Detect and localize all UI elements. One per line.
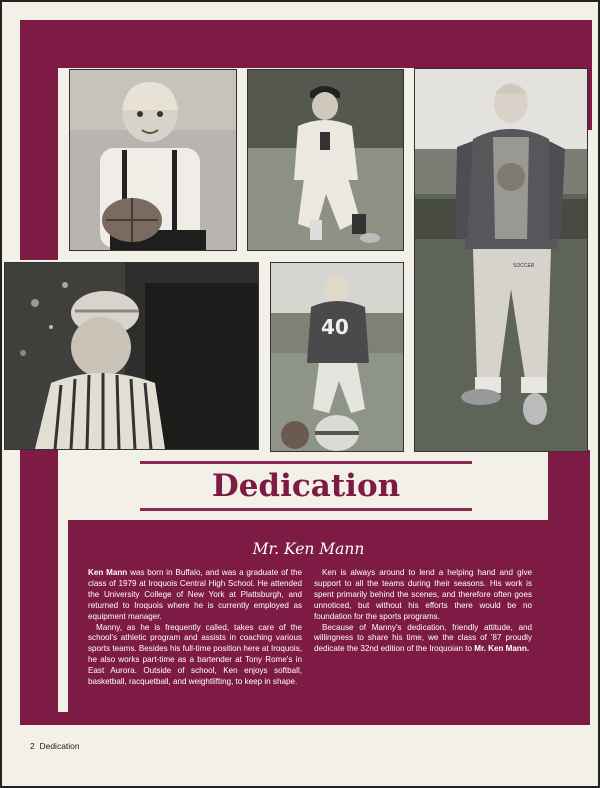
footer-section: Dedication bbox=[39, 741, 80, 751]
sweatshirt-text: SOCCER bbox=[513, 263, 535, 269]
paragraph-4-name: Mr. Ken Mann. bbox=[474, 644, 530, 654]
page-title: Dedication bbox=[211, 468, 401, 504]
paragraph-3: Ken is always around to lend a helping hand and give support to all the teams during their seasons. His work is spent primarily behind the scenes, and therefore often goes unnoticed, but without his efforts there would be no foundation for the sports programs. bbox=[314, 568, 532, 621]
paragraph-1-name: Ken Mann bbox=[88, 568, 128, 577]
paragraph-1-text: was born in Buffalo, and was a graduate of the class of 1979 at Iroquois Central High School. He attended the University College of New York at Plattsburgh, and returned to Iroquois where he is currently employed as equipment manager. bbox=[88, 568, 302, 621]
jersey-number: 40 bbox=[321, 315, 349, 339]
dedication-subtitle: Mr. Ken Mann bbox=[252, 540, 365, 558]
paragraph-2: Manny, as he is frequently called, takes care of the school's athletic program and assists in coaching various sports teams. Besides his full-time position here at Iroquois, he also works part-time as a bartender at Tony Rome's in East Aurora. Outside of school, Ken enjoys softball, basketball, racquetball, and weightlifting, to keep in shape. bbox=[88, 622, 302, 687]
paragraph-4-text: Because of Manny's dedication, friendly attitude, and willingness to share his time, we the class of '87 proudly dedicate the 32nd edition of the Iroquoian to bbox=[314, 622, 532, 654]
page-number: 2 bbox=[30, 741, 35, 751]
